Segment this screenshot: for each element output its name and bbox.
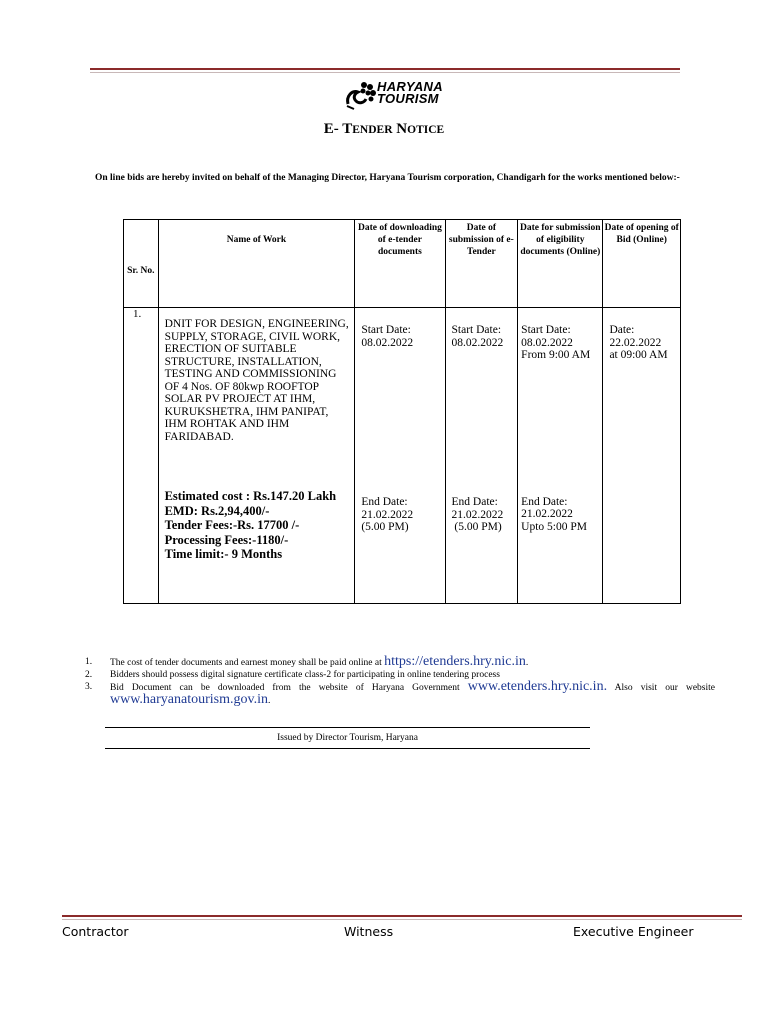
note-text: Bid Document can be downloaded from the website of Haryana Government [110,683,468,693]
haryanatourism-link[interactable]: www.haryanatourism.gov.in [110,692,268,707]
logo-text-line1: HARYANA [377,79,443,94]
eligibility-start-time: From 9:00 AM [521,349,591,361]
opening-date: 22.02.2022 [609,336,662,349]
etenders-link[interactable]: www.etenders.hry.nic.in. [467,679,608,694]
note-after: . [525,658,529,668]
eligibility-end-time: Upto 5:00 PM [521,520,587,533]
download-date-cell [355,308,445,604]
submission-start-date: 08.02.2022 [451,336,504,349]
header-sr: Sr. No. [124,220,159,308]
header-download-date: Date of downloading of e-tender documents [355,220,445,308]
divider [105,748,590,749]
issued-block [105,727,590,749]
download-end-date: 21.02.2022 [361,508,414,521]
note-number: 3. [85,682,93,692]
opening-label: Date: [609,324,635,336]
submission-end-date: 21.02.2022 [451,508,504,521]
note-mid: Also visit our website [607,683,715,693]
eligibility-start-date: 08.02.2022 [521,336,573,349]
title-part: N [392,121,408,137]
eligibility-date-cell [518,308,603,604]
note-text: The cost of tender documents and earnest money shall be paid online at [110,658,385,668]
signature-executive-engineer: Executive Engineer [573,924,694,939]
page-title [0,121,768,138]
work-description: DNIT FOR DESIGN, ENGINEERING, SUPPLY, STORAGE, CIVIL WORK, ERECTION OF SUITABLE STRUCTURE, INSTALLATION, TESTING AND COMMISSIONING OF 4 Nos. OF 80kwp ROOFTOP SOLAR PV PROJECT AT IHM, KURUKSHETRA, IHM PANIPAT, IHM ROHTAK AND IHM FARIDABAD. [164,318,349,443]
header-eligibility-date: Date for submission of eligibility documents (Online) [518,220,603,308]
haryana-tourism-logo [344,78,464,112]
tender-table [123,219,681,604]
download-start-label: Start Date: [361,324,411,336]
title-part: ENDER [352,124,393,136]
signature-witness: Witness [344,924,394,939]
header-submission-date: Date of submission of e-Tender [445,220,518,308]
note-item [85,656,715,669]
eligibility-start-label: Start Date: [521,324,571,336]
opening-date-cell [603,308,681,604]
peacock-logo-icon [344,78,378,112]
note-after: . [268,696,271,706]
opening-time: at 09:00 AM [609,349,668,361]
title-part: E- T [323,121,353,137]
download-end-time: (5.00 PM) [361,521,409,533]
notes-list [85,656,715,707]
submission-end-label: End Date: [451,496,498,508]
note-number: 2. [85,670,93,680]
signature-contractor: Contractor [62,924,129,939]
processing-fees: Processing Fees:-1180/- [164,532,289,547]
row-sr: 1. [124,308,159,604]
work-cell [158,308,355,604]
note-item [85,669,715,681]
submission-date-cell [445,308,518,604]
divider [105,727,590,728]
estimated-cost: Estimated cost : Rs.147.20 Lakh [164,489,337,503]
intro-paragraph: On line bids are hereby invited on behalf of the Managing Director, Haryana Tourism corporation, Chandigarh for the works mentioned below:- [95,173,680,183]
issued-by: Issued by Director Tourism, Haryana [277,733,418,743]
note-item [85,681,715,707]
title-part: OTICE [407,124,445,136]
submission-start-label: Start Date: [451,324,502,336]
time-limit: Time limit:- 9 Months [164,547,283,561]
eligibility-end-date: 21.02.2022 [521,508,573,520]
submission-end-time: (5.00 PM) [451,521,502,533]
header-name-of-work: Name of Work [158,220,355,308]
download-start-date: 08.02.2022 [361,336,414,349]
header-opening-date: Date of opening of Bid (Online) [603,220,681,308]
download-end-label: End Date: [361,496,408,508]
tender-fees: Tender Fees:-Rs. 17700 /- [164,518,300,532]
logo-text-line2: TOURISM [377,91,439,106]
note-number: 1. [85,657,93,667]
etenders-link[interactable]: https://etenders.hry.nic.in [384,654,526,669]
bottom-rule [62,915,742,920]
eligibility-end-label: End Date: [521,495,568,508]
emd-amount: EMD: Rs.2,94,400/- [164,503,270,518]
top-rule [90,68,680,73]
note-text: Bidders should possess digital signature certificate class-2 for participating in online tendering process [110,670,500,680]
